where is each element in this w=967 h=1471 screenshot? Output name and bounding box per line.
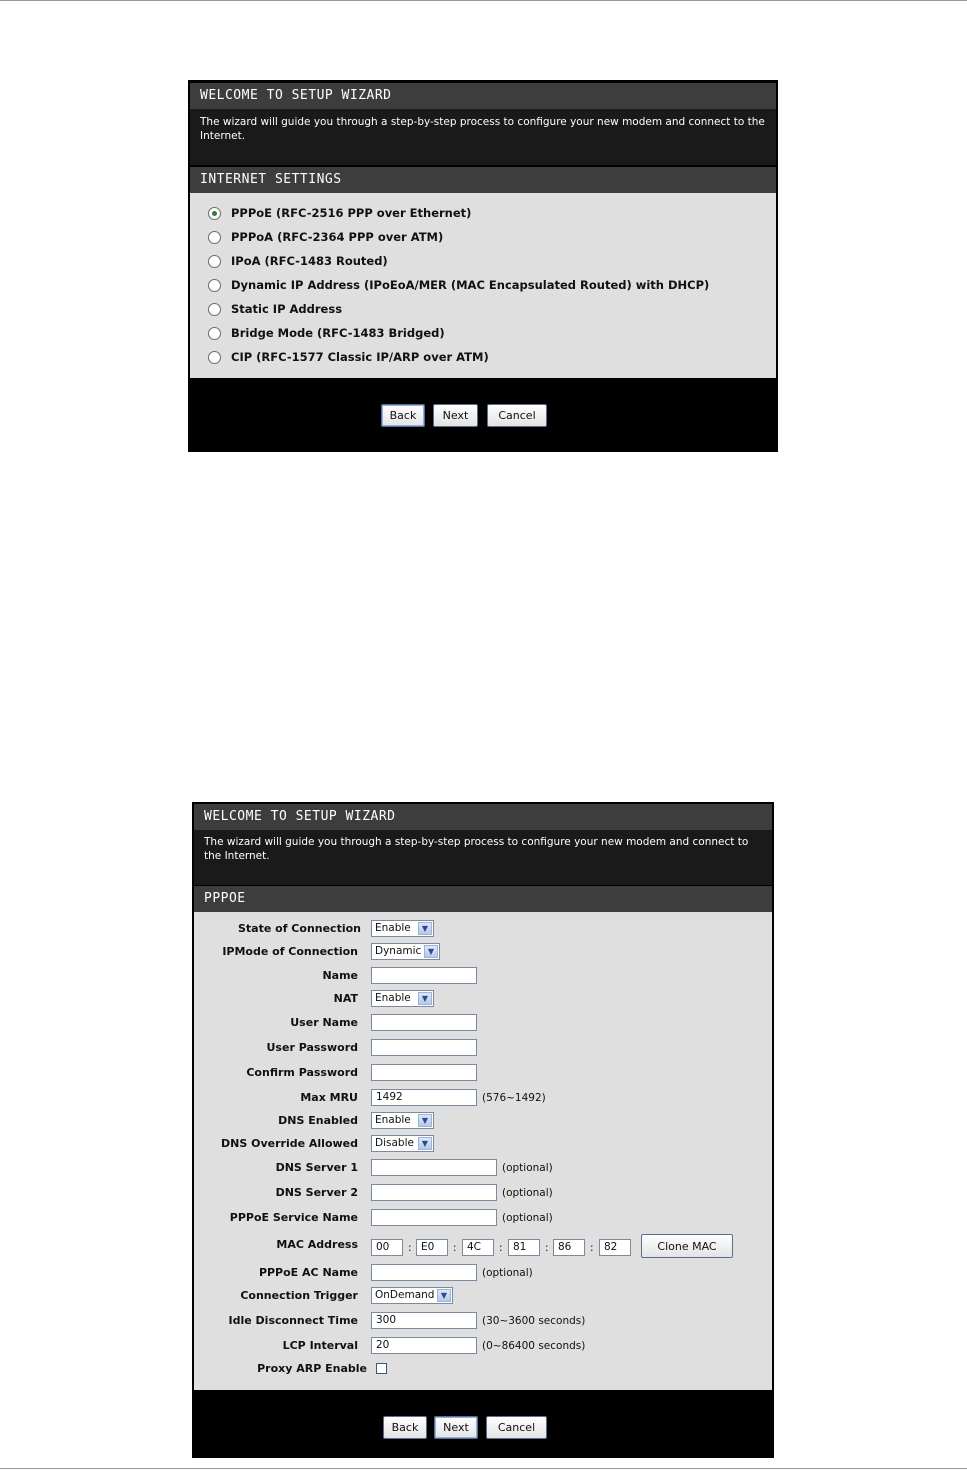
confirm-password-input[interactable] xyxy=(371,1064,477,1081)
wizard-header: WELCOME TO SETUP WIZARD xyxy=(190,83,776,109)
lcp-interval-input[interactable]: 20 xyxy=(371,1337,477,1354)
ipmode-of-connection-select[interactable]: Dynamic ▼ xyxy=(371,943,440,960)
cancel-button[interactable]: Cancel xyxy=(486,1416,547,1439)
field-label: PPPoE Service Name xyxy=(229,1211,358,1224)
chevron-down-icon: ▼ xyxy=(418,1137,432,1150)
state-of-connection-select[interactable]: Enable ▼ xyxy=(371,920,434,937)
radio-bridge-mode[interactable] xyxy=(208,327,221,340)
field-label: User Password xyxy=(266,1041,358,1054)
option-static-ip[interactable] xyxy=(208,300,342,318)
option-label: PPPoA (RFC-2364 PPP over ATM) xyxy=(231,230,444,244)
radio-static-ip[interactable] xyxy=(208,303,221,316)
cancel-button[interactable]: Cancel xyxy=(487,404,547,427)
field-label: Max MRU xyxy=(300,1091,358,1104)
pppoe-service-name-hint: (optional) xyxy=(502,1212,553,1224)
option-cip[interactable] xyxy=(208,348,489,366)
option-label: CIP (RFC-1577 Classic IP/ARP over ATM) xyxy=(231,350,489,364)
idle-disconnect-time-hint: (30~3600 seconds) xyxy=(482,1315,586,1327)
next-button[interactable]: Next xyxy=(434,1416,478,1439)
row-user-password xyxy=(194,1038,772,1058)
dns-override-select[interactable]: Disable ▼ xyxy=(371,1135,434,1152)
dns-server-2-input[interactable] xyxy=(371,1184,497,1201)
radio-cip[interactable] xyxy=(208,351,221,364)
row-nat xyxy=(194,989,772,1009)
setup-wizard-internet-settings xyxy=(188,80,778,452)
row-dns-enabled xyxy=(194,1111,772,1131)
option-pppoe[interactable] xyxy=(208,204,471,222)
connection-trigger-select[interactable]: OnDemand ▼ xyxy=(371,1287,453,1304)
wizard-header: WELCOME TO SETUP WIZARD xyxy=(194,804,772,830)
page-top-rule xyxy=(0,0,967,1)
lcp-interval-hint: (0~86400 seconds) xyxy=(482,1340,586,1352)
next-button[interactable]: Next xyxy=(433,404,478,427)
dns-server-2-hint: (optional) xyxy=(502,1187,553,1199)
field-label: PPPoE AC Name xyxy=(258,1266,358,1279)
pppoe-service-name-input[interactable] xyxy=(371,1209,497,1226)
row-dns-override-allowed xyxy=(194,1134,772,1154)
field-label: DNS Server 1 xyxy=(275,1161,358,1174)
field-label: DNS Override Allowed xyxy=(221,1137,358,1150)
mac-octet-4[interactable]: 81 xyxy=(508,1239,540,1256)
radio-pppoa[interactable] xyxy=(208,231,221,244)
proxy-arp-checkbox[interactable] xyxy=(376,1363,387,1374)
chevron-down-icon: ▼ xyxy=(424,945,438,958)
field-label: Confirm Password xyxy=(246,1066,358,1079)
field-label: User Name xyxy=(290,1016,358,1029)
row-connection-trigger xyxy=(194,1286,772,1306)
nat-select[interactable]: Enable ▼ xyxy=(371,990,434,1007)
mac-octet-1[interactable]: 00 xyxy=(371,1239,403,1256)
field-label: LCP Interval xyxy=(282,1339,358,1352)
chevron-down-icon: ▼ xyxy=(418,992,432,1005)
row-proxy-arp-enable xyxy=(194,1359,772,1379)
mac-separator: : xyxy=(590,1242,594,1254)
field-label: DNS Server 2 xyxy=(275,1186,358,1199)
chevron-down-icon: ▼ xyxy=(418,1114,432,1127)
mac-octet-6[interactable]: 82 xyxy=(599,1239,631,1256)
mac-separator: : xyxy=(408,1242,412,1254)
mac-separator: : xyxy=(545,1242,549,1254)
row-state-of-connection xyxy=(194,919,772,939)
idle-disconnect-time-input[interactable]: 300 xyxy=(371,1312,477,1329)
row-pppoe-ac-name xyxy=(194,1263,772,1283)
option-label: Bridge Mode (RFC-1483 Bridged) xyxy=(231,326,445,340)
pppoe-ac-name-input[interactable] xyxy=(371,1264,477,1281)
field-label: Connection Trigger xyxy=(240,1289,358,1302)
section-title-internet-settings: INTERNET SETTINGS xyxy=(190,167,776,193)
setup-wizard-pppoe xyxy=(192,802,774,1458)
option-dynamic-ip[interactable] xyxy=(208,276,709,294)
field-label: MAC Address xyxy=(276,1238,358,1251)
row-dns-server-2 xyxy=(194,1183,772,1203)
back-button[interactable]: Back xyxy=(383,1416,427,1439)
option-pppoa[interactable] xyxy=(208,228,443,246)
max-mru-hint: (576~1492) xyxy=(482,1092,546,1104)
back-button[interactable]: Back xyxy=(381,404,425,427)
radio-dynamic-ip[interactable] xyxy=(208,279,221,292)
field-label: Idle Disconnect Time xyxy=(228,1314,358,1327)
dns-server-1-input[interactable] xyxy=(371,1159,497,1176)
radio-pppoe[interactable] xyxy=(208,207,221,220)
section-title-pppoe: PPPOE xyxy=(194,886,772,912)
row-user-name xyxy=(194,1013,772,1033)
field-label: DNS Enabled xyxy=(278,1114,358,1127)
option-label: IPoA (RFC-1483 Routed) xyxy=(231,254,388,268)
wizard-description: The wizard will guide you through a step-by-step process to configure your new modem and connect to the Internet. xyxy=(194,830,772,885)
user-password-input[interactable] xyxy=(371,1039,477,1056)
option-label: PPPoE (RFC-2516 PPP over Ethernet) xyxy=(231,206,472,220)
page-bottom-rule xyxy=(0,1468,967,1469)
user-name-input[interactable] xyxy=(371,1014,477,1031)
dns-server-1-hint: (optional) xyxy=(502,1162,553,1174)
row-name xyxy=(194,966,772,986)
option-label: Dynamic IP Address (IPoEoA/MER (MAC Encapsulated Routed) with DHCP) xyxy=(231,278,710,292)
option-bridge-mode[interactable] xyxy=(208,324,445,342)
field-label: IPMode of Connection xyxy=(222,945,358,958)
chevron-down-icon: ▼ xyxy=(437,1289,451,1302)
row-idle-disconnect-time xyxy=(194,1311,772,1331)
option-label: Static IP Address xyxy=(231,302,343,316)
mac-octet-5[interactable]: 86 xyxy=(553,1239,585,1256)
field-label: State of Connection xyxy=(237,922,361,935)
pppoe-form xyxy=(194,912,772,1390)
row-confirm-password xyxy=(194,1063,772,1083)
dns-enabled-select[interactable]: Enable ▼ xyxy=(371,1112,434,1129)
mac-separator: : xyxy=(499,1242,503,1254)
mac-separator: : xyxy=(453,1242,457,1254)
row-ipmode-of-connection xyxy=(194,942,772,962)
clone-mac-button[interactable]: Clone MAC xyxy=(641,1234,733,1258)
field-label: Name xyxy=(322,969,358,982)
row-pppoe-service-name xyxy=(194,1208,772,1228)
connection-type-list xyxy=(190,193,776,378)
radio-ipoa[interactable] xyxy=(208,255,221,268)
name-input[interactable] xyxy=(371,967,477,984)
max-mru-input[interactable]: 1492 xyxy=(371,1089,477,1106)
row-max-mru xyxy=(194,1088,772,1108)
wizard-description: The wizard will guide you through a step-by-step process to configure your new modem and connect to the Internet. xyxy=(190,109,776,165)
row-dns-server-1 xyxy=(194,1158,772,1178)
pppoe-ac-name-hint: (optional) xyxy=(482,1267,533,1279)
chevron-down-icon: ▼ xyxy=(418,922,432,935)
field-label: Proxy ARP Enable xyxy=(257,1362,367,1375)
field-label: NAT xyxy=(333,992,358,1005)
row-lcp-interval xyxy=(194,1336,772,1356)
mac-octet-3[interactable]: 4C xyxy=(462,1239,494,1256)
option-ipoa[interactable] xyxy=(208,252,388,270)
mac-octet-2[interactable]: E0 xyxy=(416,1239,448,1256)
row-mac-address xyxy=(194,1235,772,1255)
